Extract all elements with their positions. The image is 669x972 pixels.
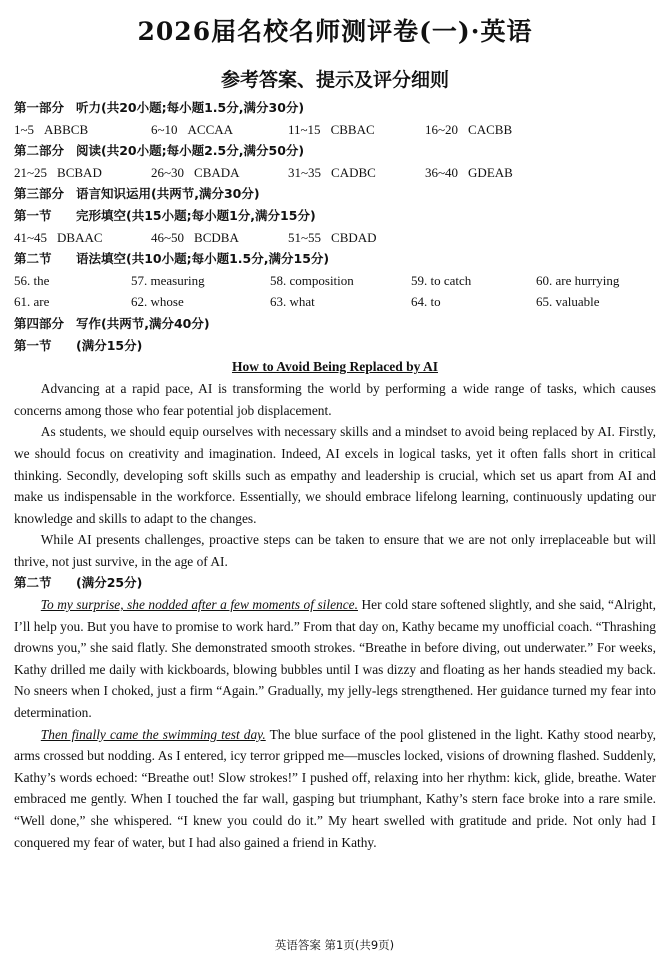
grammar-answer: 65. valuable [536, 294, 600, 310]
answer-group: 41~45 DBAAC [14, 229, 103, 245]
answer-group: 1~5 ABBCB [14, 121, 89, 137]
answer-group: 31~35 CADBC [288, 164, 376, 180]
grammar-answer: 56. the [14, 272, 50, 288]
essay-paragraph: As students, we should equip ourselves with necessary skills and a mindset to avoid being replaced by AI. Firstly, we should focus on creativity and imagination. Indeed, AI excels in logical tasks, yet it often falls short in critical thinking. Secondly, developing soft skills such as empathy and leadership is crucial, which set us apart from AI and make us indispensable in the workforce. Essentially, we should embrace lifelong learning, continuously updating our knowledge and skills to adapt to the changes. [14, 424, 656, 526]
part4-section1-description: (满分15分) [76, 337, 143, 353]
part3-section1-heading [14, 205, 656, 227]
grammar-answer: 58. composition [270, 272, 354, 288]
answer-group: 26~30 CBADA [151, 164, 240, 180]
grammar-answer: 59. to catch [411, 272, 472, 288]
grammar-answers-row1 [14, 270, 656, 292]
part3-section1-label: 第一节 [14, 207, 52, 223]
grammar-answer: 57. measuring [131, 272, 205, 288]
part4-section1-heading [14, 335, 656, 357]
paragraph-body: Her cold stare softened slightly, and she said, “Alright, I’ll help you. But you have to promise to work hard.” From that day on, Kathy became my unofficial coach. “Thrashing drowns you,” she said flatly. She demonstrated smooth strokes. “Breathe in before diving, out underwater.” For weeks, Kathy drilled me daily with kickboards, blowing bubbles until I was dizzy and floating as her hands steadied my back. No sneers when I choked, just a firm “Again.” Gradually, my jelly-legs strengthened. Her guidance turned my fear into determination. [14, 597, 656, 721]
part3-section2-heading [14, 248, 656, 270]
part4-section2-heading [14, 572, 656, 594]
part3-section2-label: 第二节 [14, 251, 52, 267]
part4-section1-label: 第一节 [14, 337, 52, 353]
answer-group: 6~10 ACCAA [151, 121, 234, 137]
part2-heading [14, 140, 656, 162]
part3-heading [14, 183, 656, 205]
answer-group: 51~55 CBDAD [288, 229, 377, 245]
part3-section1-answers [14, 227, 656, 249]
answer-group: 11~15 CBBAC [288, 121, 375, 137]
answer-group: 16~20 CACBB [425, 121, 513, 137]
part3-section1-description: 完形填空(共15小题;每小题1分,满分15分) [76, 207, 316, 223]
grammar-answers-row2 [14, 291, 656, 313]
paragraph-body: The blue surface of the pool glistened in the light. Kathy stood nearby, arms crossed but nodding. As I entered, icy terror gripped me—muscles locked, visions of drowning flashed. Suddenly, Kathy’s words echoed: “Breathe out! Slow strokes!” I pushed off, relaxing into her rhythm: kick, glide, breathe. Water embraced me gently. When I touched the far wall, gasping but triumphant, Kathy’s stern face broke into a rare smile. “Well done,” she whispered. “I knew you could do it.” My heart swelled with gratitude and pride. Not only had I conquered my fear of water, but I had also gained a friend in Kathy. [14, 726, 657, 850]
essay-paragraph: Advancing at a rapid pace, AI is transforming the world by performing a wide range of tasks, which causes concerns among those who fear potential job displacement. [14, 381, 656, 418]
part4-heading [14, 313, 656, 335]
grammar-answer: 62. whose [131, 294, 184, 310]
grammar-answer: 63. what [270, 294, 315, 310]
answer-group: 46~50 BCDBA [151, 229, 239, 245]
part2-answers [14, 162, 656, 184]
part4-description: 写作(共两节,满分40分) [76, 315, 210, 331]
answer-group: 21~25 BCBAD [14, 164, 102, 180]
grammar-answer: 61. are [14, 294, 50, 310]
part4-section2-description: (满分25分) [76, 575, 143, 591]
document-subtitle: 参考答案、提示及评分细则 [220, 69, 449, 91]
part3-section2-description: 语法填空(共10小题;每小题1.5分,满分15分) [76, 251, 330, 267]
part1-label: 第一部分 [14, 100, 65, 115]
part4-label: 第四部分 [14, 315, 65, 331]
continuation-paragraph [14, 594, 656, 724]
page-footer: 英语答案 第1页(共9页) [274, 938, 395, 952]
document-title: 2026届名校名师测评卷(一)·英语 [137, 17, 533, 46]
answer-group: 36~40 GDEAB [425, 164, 513, 180]
continuation-paragraph [14, 724, 656, 854]
part3-label: 第三部分 [14, 186, 65, 202]
part1-heading [14, 97, 656, 119]
part2-description: 阅读(共20小题;每小题2.5分,满分50分) [76, 143, 305, 159]
essay-title: How to Avoid Being Replaced by AI [231, 359, 439, 375]
grammar-answer: 64. to [411, 294, 441, 310]
essay-paragraph: While AI presents challenges, proactive steps can be taken to ensure that we are not only irreplaceable but will thrive, not just survive, in the age of AI. [14, 532, 656, 569]
part3-description: 语言知识运用(共两节,满分30分) [76, 186, 260, 202]
part1-answers [14, 119, 656, 141]
grammar-answer: 60. are hurrying [536, 272, 620, 288]
paragraph-lead-sentence: Then finally came the swimming test day. [40, 726, 266, 742]
paragraph-lead-sentence: To my surprise, she nodded after a few moments of silence. [40, 597, 358, 613]
part4-section2-label: 第二节 [14, 575, 52, 591]
part2-label: 第二部分 [14, 143, 65, 159]
part1-description: 听力(共20小题;每小题1.5分,满分30分) [76, 100, 305, 115]
